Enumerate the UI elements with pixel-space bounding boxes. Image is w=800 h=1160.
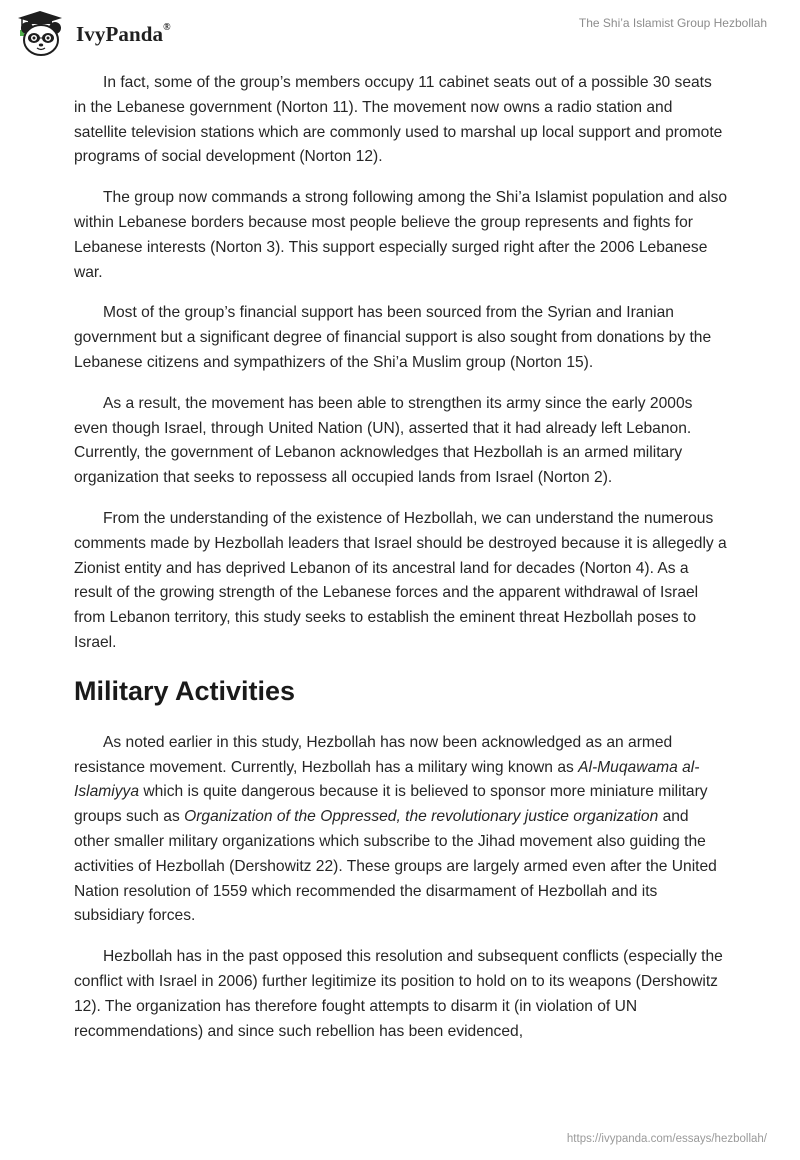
paragraph-2: The group now commands a strong following among the Shi’a Islamist population and also within Lebanese borders because most people believe the group represents and fights for Lebanese interests (Norton 3). This support especially surged right after the 2006 Lebanese war. [74,189,728,281]
panda-mascot-icon [14,8,70,58]
paragraph-3: Most of the group’s financial support has been sourced from the Syrian and Iranian government but a significant degree of financial support is also sought from donations by the Lebanese citizens and sympathizers of the Shi’a Muslim group (Norton 15). [74,304,712,371]
paragraph-6-text-a: As noted earlier in this study, Hezbollah has now been acknowledged as an armed resistance movement. Currently, Hezbollah has a military wing known as [74,733,673,776]
military-wing-name: Al-Muqawama al-Islamiyya [74,758,700,801]
paragraph-6-text-e: and other smaller military organizations which subscribe to the Jihad movement also guiding the activities of Hezbollah (Dershowitz 22). These groups are largely armed even after the United Nation resolution of 1559 which recommended the disarmament of Hezbollah and its subsidiary forces. [74,808,717,925]
brand-logo-link[interactable] [14,8,171,58]
registered-mark: ® [163,21,171,33]
paragraph-5: From the understanding of the existence of Hezbollah, we can understand the numerous comments made by Hezbollah leaders that Israel should be destroyed because it is allegedly a Zionist entity and has deprived Lebanon of its ancestral land for decades (Norton 4). As a result of the growing strength of the Lebanese forces and the apparent withdrawal of Israel from Lebanon territory, this study seeks to establish the eminent threat Hezbollah poses to Israel. [74,509,727,651]
paragraph-4: As a result, the movement has been able to strengthen its army since the early 2000s even though Israel, through United Nation (UN), asserted that it had already left Lebanon. Currently, the government of Lebanon acknowledges that Hezbollah is an armed military organization that seeks to repossess all occupied lands from Israel (Norton 2). [74,394,693,487]
section-heading: Military Activities [74,675,296,706]
page-header [0,0,800,70]
source-url-link[interactable]: https://ivypanda.com/essays/hezbollah/ [566,1133,767,1145]
essay-content [74,71,728,1044]
paragraph-7: Hezbollah has in the past opposed this resolution and subsequent conflicts (especially the conflict with Israel in 2006) further legitimize its position to hold on to its weapons (Dershowitz 12). The organization has therefore fought attempts to disarm it (in violation of UN recommendations) and since such rebellion has been evidenced, [74,948,723,1040]
paragraph-6 [74,731,728,929]
running-title: The Shi’a Islamist Group Hezbollah [578,16,767,30]
brand-name: IvyPanda® [76,21,171,46]
paragraph-6-text-c: which is quite dangerous because it is believed to sponsor more miniature military groups such as [74,783,708,826]
paragraph-1: In fact, some of the group’s members occupy 11 cabinet seats out of a possible 30 seats in the Lebanese government (Norton 11). The movement now owns a radio station and satellite television stations which are commonly used to marshal up local support and promote programs of social development (Norton 12). [74,74,723,166]
affiliated-groups-names: Organization of the Oppressed, the revolutionary justice organization [184,808,659,826]
